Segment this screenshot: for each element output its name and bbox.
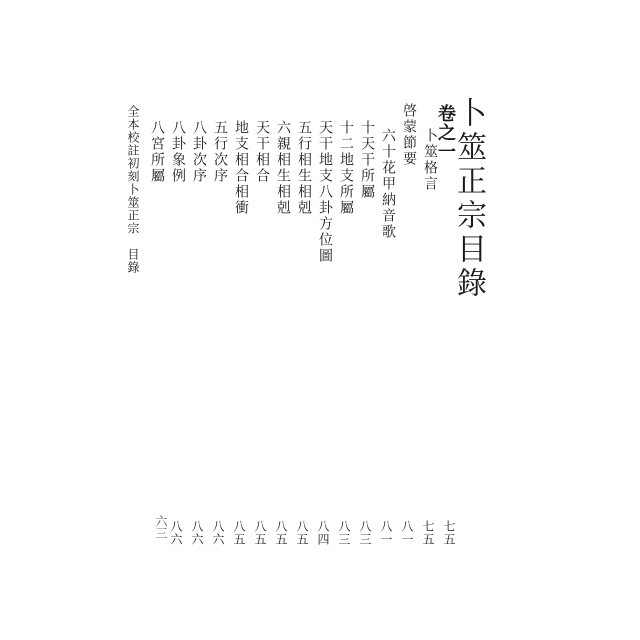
toc-entry: 八宮所屬 xyxy=(149,120,165,184)
toc-entry: 五行次序 xyxy=(212,120,228,184)
toc-page-number: 七五 xyxy=(442,520,456,546)
toc-entry: 啓蒙節要 xyxy=(401,103,417,167)
toc-page-number: 八五 xyxy=(295,520,309,546)
toc-entry: 八卦象例 xyxy=(170,120,186,184)
margin-label: 全本校註初刻卜筮正宗 目錄 xyxy=(126,105,140,274)
toc-entry: 卜筮格言 xyxy=(422,128,438,192)
toc-entry: 天干地支八卦方位圖 xyxy=(317,120,333,264)
toc-page-number: 八六 xyxy=(211,520,225,546)
toc-entry: 十二地支所屬 xyxy=(338,120,354,216)
toc-entry: 六親相生相剋 xyxy=(275,120,291,216)
toc-entry: 十天干所屬 xyxy=(359,120,375,200)
toc-entry: 六十花甲納音歌 xyxy=(380,128,396,240)
toc-page-number: 八一 xyxy=(400,520,414,546)
toc-page-number: 八五 xyxy=(274,520,288,546)
toc-entry: 五行相生相剋 xyxy=(296,120,312,216)
toc-page-number: 八五 xyxy=(253,520,267,546)
toc-page-number: 八三 xyxy=(337,520,351,546)
toc-page-number: 八六 xyxy=(190,520,204,546)
folio-page-number: 六三 xyxy=(154,515,168,539)
toc-page-number: 八一 xyxy=(379,520,393,546)
toc-entry: 地支相合相衝 xyxy=(233,120,249,216)
volume-heading: 卷之一 xyxy=(435,104,456,161)
toc-title: 卜筮正宗目錄 xyxy=(451,97,486,301)
toc-entry: 八卦次序 xyxy=(191,120,207,184)
toc-page-number: 八六 xyxy=(169,520,183,546)
toc-page-number: 八五 xyxy=(232,520,246,546)
toc-page-number: 八四 xyxy=(316,520,330,546)
toc-page-number: 八三 xyxy=(358,520,372,546)
toc-entry: 天干相合 xyxy=(254,120,270,184)
toc-page-number: 七五 xyxy=(421,520,435,546)
